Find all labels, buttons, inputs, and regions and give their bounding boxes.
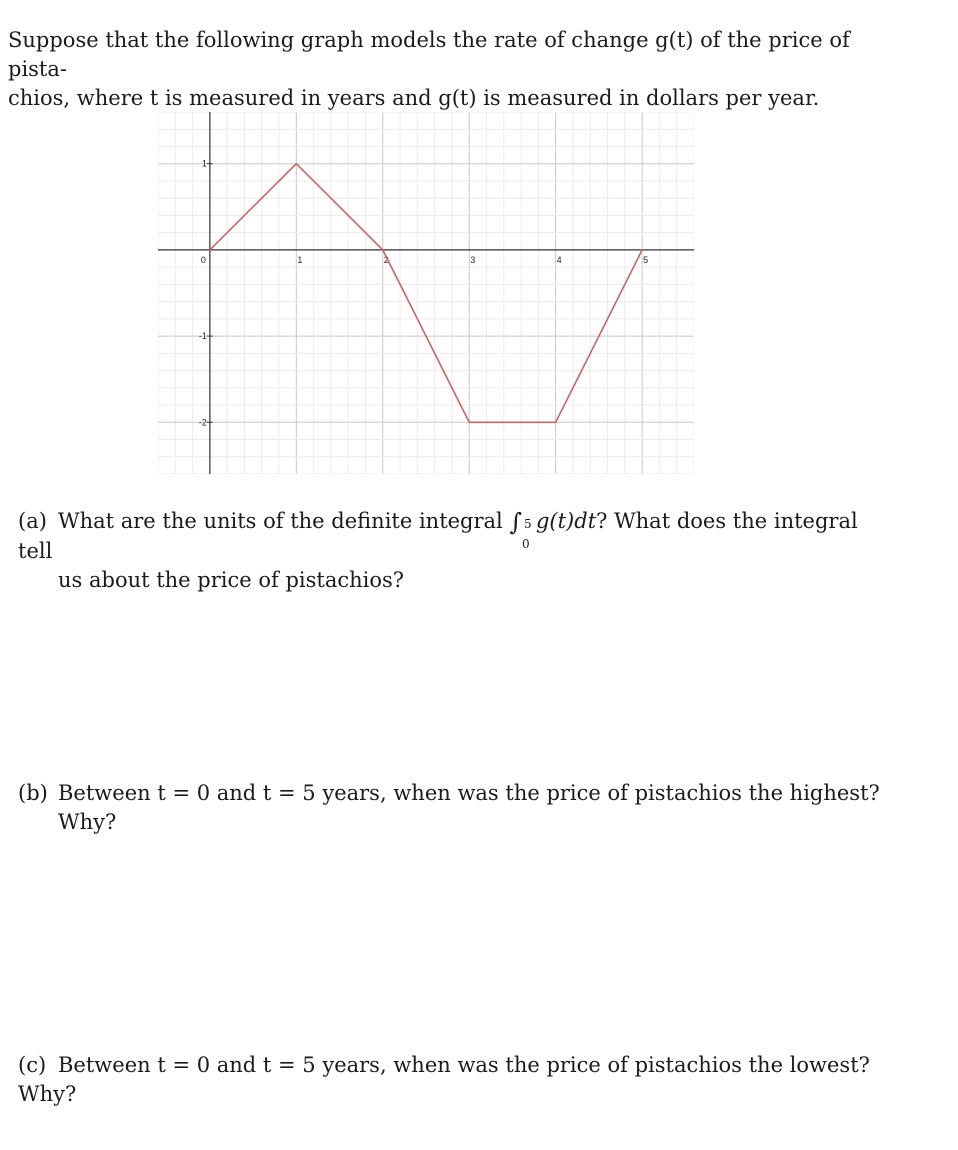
data-point <box>209 249 211 251</box>
question-a-text-end: ? What does the integral tell <box>18 509 858 563</box>
intro-line-1: Suppose that the following graph models the rate of change g(t) of the price of pista- <box>8 28 850 81</box>
x-tick-label-4: 4 <box>556 254 562 265</box>
rate-of-change-graph <box>158 112 694 474</box>
y-tick-label--1: -1 <box>198 331 207 342</box>
question-c <box>18 1051 898 1109</box>
question-a <box>18 507 898 595</box>
question-a-line-2: us about the price of pistachios? <box>58 568 405 592</box>
question-c-text: Between t = 0 and t = 5 years, when was the price of pistachios the lowest? Why? <box>18 1053 870 1106</box>
question-b-label: (b) <box>18 781 48 805</box>
data-point <box>555 421 557 423</box>
question-a-text: What are the units of the definite integral <box>58 509 503 533</box>
data-point <box>641 249 643 251</box>
integral-lower-limit: 0 <box>521 537 530 551</box>
question-c-label: (c) <box>18 1053 47 1077</box>
data-point <box>296 163 298 165</box>
x-tick-label-3: 3 <box>470 254 476 265</box>
x-tick-label-2: 2 <box>383 254 389 265</box>
data-point <box>382 249 384 251</box>
series-line-g <box>210 164 642 423</box>
question-a-label: (a) <box>18 509 47 533</box>
integral-sign: ∫ <box>509 508 522 536</box>
integral-upper-limit: 5 <box>523 517 532 531</box>
question-b-text: Between t = 0 and t = 5 years, when was the price of pistachios the highest? <box>58 781 880 805</box>
integrand: g(t)dt <box>535 509 597 533</box>
intro-text <box>8 26 878 113</box>
y-tick-label--2: -2 <box>198 417 207 428</box>
question-b <box>18 779 898 837</box>
intro-line-2: chios, where t is measured in years and g(t) is measured in dollars per year. <box>8 86 820 110</box>
x-tick-label-1: 1 <box>297 254 303 265</box>
x-tick-label-0: 0 <box>200 254 206 265</box>
x-tick-label-5: 5 <box>643 254 649 265</box>
y-tick-label-1: 1 <box>201 158 207 169</box>
data-point <box>468 421 470 423</box>
question-b-line-2: Why? <box>58 810 117 834</box>
